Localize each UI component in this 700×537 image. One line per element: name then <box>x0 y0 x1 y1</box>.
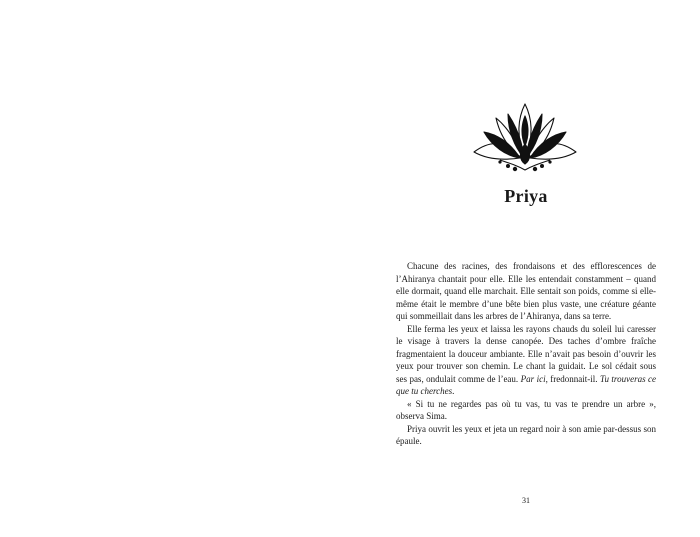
paragraph-text: Chacune des racines, des frondaisons et des efflorescences de l’Ahiranya chantait pour elle. Elle les entendait constamment – quand elle dormait, quand elle marchait. Elle sentait son poids, comme si elle-même était le membre d’une bête bien plus vaste, une créature géante qui sommeillait dans les arbres de l’Ahiranya, dans sa terre. <box>396 261 656 321</box>
paragraph-text: , fredonnait-il. <box>545 373 600 384</box>
paragraph-text: « Si tu ne regardes pas où tu vas, tu vas te prendre un arbre », observa Sima. <box>396 398 656 421</box>
italic-text: Par ici <box>520 373 546 384</box>
body-text <box>396 260 656 448</box>
paragraph <box>396 260 656 323</box>
paragraph-text: Elle ferma les yeux et laissa les rayons chauds du soleil lui caresser le visage à travers la dense canopée. Des taches d’ombre fraîche fragmentaient la douceur ambiante. Elle n’avait pas besoin d’ouvrir les yeux pour trouver son chemin. Le chant la guidait. Le sol cédait sous ses pas, ondulait comme de l’eau. <box>396 323 656 384</box>
paragraph-text: Priya ouvrit les yeux et jeta un regard noir à son amie par-dessus son épaule. <box>396 423 656 446</box>
paragraph <box>396 398 656 423</box>
paragraph <box>396 423 656 448</box>
page-number: 31 <box>522 496 530 505</box>
lotus-icon <box>470 100 580 180</box>
italic-text: Tu trouveras ce que tu cherches <box>396 373 657 396</box>
paragraph <box>396 323 656 398</box>
paragraph-text: . <box>452 386 455 396</box>
chapter-title: Priya <box>504 186 548 206</box>
